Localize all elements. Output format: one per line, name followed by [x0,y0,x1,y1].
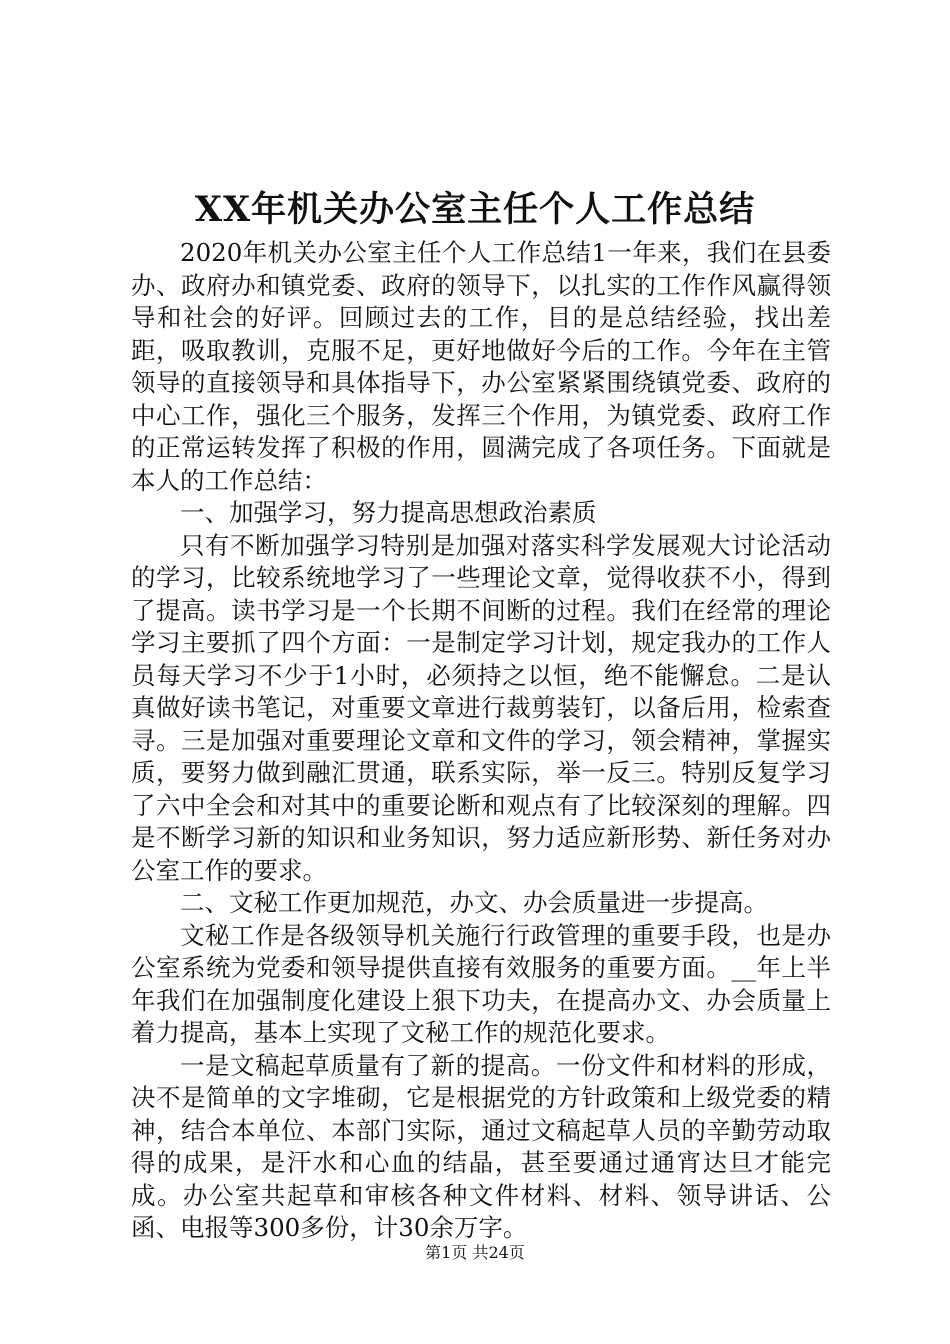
paragraph-secretarial: 文秘工作是各级领导机关施行行政管理的重要手段，也是办公室系统为党委和领导提供直接有效服务的重要方面。__年上半年我们在加强制度化建设上狠下功夫，在提高办文、办会质量上着力提高，基本上实现了文秘工作的规范化要求。 [131,920,831,1047]
section-heading-2: 二、文秘工作更加规范，办文、办会质量进一步提高。 [180,888,768,917]
document-title: XX年机关办公室主任个人工作总结 [194,189,756,230]
paragraph-study: 只有不断加强学习特别是加强对落实科学发展观大讨论活动的学习，比较系统地学习了一些理论文章，觉得收获不小，得到了提高。读书学习是一个长期不间断的过程。我们在经常的理论学习主要抓了四个方面：一是制定学习计划，规定我办的工作人员每天学习不少于1小时，必须持之以恒，绝不能懈怠。二是认真做好读书笔记，对重要文章进行裁剪装钉，以备后用，检索查寻。三是加强对重要理论文章和文件的学习，领会精神，掌握实质，要努力做到融汇贯通，联系实际，举一反三。特别反复学习了六中全会和对其中的重要论断和观点有了比较深刻的理解。四是不断学习新的知识和业务知识，努力适应新形势、新任务对办公室工作的要求。 [131,530,831,885]
page-number: 第1页 共24页 [425,1243,525,1262]
paragraph-drafting: 一是文稿起草质量有了新的提高。一份文件和材料的形成，决不是简单的文字堆砌，它是根据党的方针政策和上级党委的精神，结合本单位、本部门实际，通过文稿起草人员的辛勤劳动取得的成果，是汗水和心血的结晶，甚至要通过通宵达旦才能完成。办公室共起草和审核各种文件材料、材料、领导讲话、公函、电报等300多份，计30余万字。 [131,1050,831,1242]
section-heading-1: 一、加强学习，努力提高思想政治素质 [180,498,597,527]
document-body [131,237,831,1245]
paragraph-intro: 2020年机关办公室主任个人工作总结1一年来，我们在县委办、政府办和镇党委、政府的领导下，以扎实的工作作风赢得领导和社会的好评。回顾过去的工作，目的是总结经验，找出差距，吸取教训，克服不足，更好地做好今后的工作。今年在主管领导的直接领导和具体指导下，办公室紧紧围绕镇党委、政府的中心工作，强化三个服务，发挥三个作用，为镇党委、政府工作的正常运转发挥了积极的作用，圆满完成了各项任务。下面就是本人的工作总结： [131,238,831,495]
